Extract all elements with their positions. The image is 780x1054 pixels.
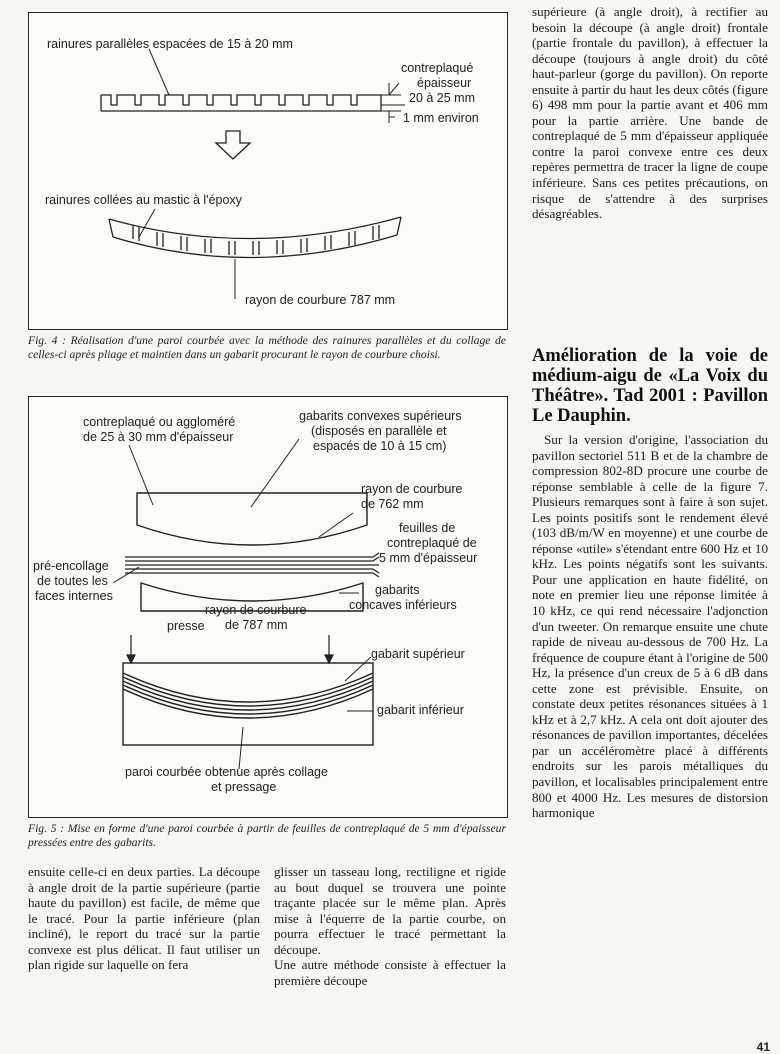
middle-paragraph-2: Une autre méthode consiste à effectuer la première découpe bbox=[274, 957, 506, 988]
right-paragraph-2: Sur la version d'origine, l'association du pavillon sectoriel 511 B et de la chambre de compression 802-8D procure une courbe de réponse semblable à celle de la figure 7. Plusieurs remarques sont à faire à son sujet. Les points positifs sont le rendement élevé (103 dB/m/W en moyenne) et une courbe de réponse «utile» s'étendant entre 600 Hz et 10 kHz. Les points négatifs sont les suivants. Pour une application en haute fidélité, on note en premier lieu une réponse limitée à 10 kHz, ce qui rend nécessaire l'adjonction d'un tweeter. On remarque ensuite une chute rapide de niveau au-dessous de 700 Hz. La fréquence de coupure étant à l'origine de 500 Hz, la présence d'un creux de 5 à 6 dB dans cette zone est prévisible. Ensuite, on constate deux petites résonances situées à 1 kHz et à 2,7 kHz. A cela ont doit ajouter des résonances de pavillon importantes, décelées par un accéléromètre placé à différents endroits sur les parois métalliques du pavillon, et localisables principalement entre 800 et 4000 Hz. Les mesures de distorsion harmonique bbox=[532, 432, 768, 821]
fig5-label-pre-a: pré-encollage bbox=[33, 559, 109, 573]
fig5-label-convex-b: (disposés en parallèle et bbox=[311, 424, 447, 438]
fig5-label-ply-b: de 25 à 30 mm d'épaisseur bbox=[83, 430, 234, 444]
fig5-label-convex-a: gabarits convexes supérieurs bbox=[299, 409, 462, 423]
fig5-label-concave-a: gabarits bbox=[375, 583, 420, 597]
fig4-label-plywood-1: contreplaqué bbox=[401, 61, 474, 75]
fig5-label-pre-b: de toutes les bbox=[37, 574, 108, 588]
fig5-label-concave-b: concaves inférieurs bbox=[349, 598, 457, 612]
text-column-right-top bbox=[532, 4, 768, 222]
fig5-label-radius787-a: rayon de courbure bbox=[205, 603, 307, 617]
fig5-label-sheets-c: 5 mm d'épaisseur bbox=[379, 551, 478, 565]
fig4-label-grooves: rainures parallèles espacées de 15 à 20 mm bbox=[47, 37, 293, 51]
text-column-right-bottom bbox=[532, 432, 768, 821]
fig5-label-lower: gabarit inférieur bbox=[377, 703, 464, 717]
fig4-label-plywood-3: 20 à 25 mm bbox=[409, 91, 476, 105]
fig5-caption: Fig. 5 : Mise en forme d'une paroi courbée à partir de feuilles de contreplaqué de 5 mm d'épaisseur pressées entre des gabarits. bbox=[28, 822, 506, 849]
fig5-label-result-b: et pressage bbox=[211, 780, 277, 794]
fig5-label-pre-c: faces internes bbox=[35, 589, 113, 603]
fig5-label-presse: presse bbox=[167, 619, 205, 633]
text-column-left bbox=[28, 864, 260, 973]
left-paragraph: ensuite celle-ci en deux parties. La découpe à angle droit de la partie supérieure (partie haute du pavillon) est facile, de même que le tracé. Pour la partie inférieure (plan incliné), le report du tracé sur la partie convexe est plus délicat. Il faut utiliser un plan rigide sur laquelle on fera bbox=[28, 864, 260, 973]
fig4-label-plywood-2: épaisseur bbox=[417, 76, 472, 90]
section-heading: Amélioration de la voie de médium-aigu de «La Voix du Théâtre». Tad 2001 : Pavillon Le Dauphin. bbox=[532, 346, 768, 426]
page-number: 41 bbox=[756, 1040, 770, 1054]
fig5-label-radius787-b: de 787 mm bbox=[225, 618, 288, 632]
fig4-label-glued: rainures collées au mastic à l'époxy bbox=[45, 193, 242, 207]
fig5-label-sheets-a: feuilles de bbox=[399, 521, 456, 535]
fig5-label-convex-c: espacés de 10 à 15 cm) bbox=[313, 439, 447, 453]
fig5-label-radius762-b: de 762 mm bbox=[361, 497, 424, 511]
right-paragraph-1: supérieure (à angle droit), à rectifier au besoin la découpe (à angle droit) frontale (partie frontale du pavillon), à effectuer la découpe (toujours à angle droit) du côté haut-parleur (gorge du pavillon). On reporte ensuite à partir du haut les deux côtés (figure 6) 498 mm pour la partie avant et 406 mm pour la partie arrière. Une bande de contreplaqué de 5 mm d'épaisseur appliquée contre la paroi convexe entre ces deux repères permettra de tracer la ligne de coupe inférieure. Sans ces petites précautions, on risque de s'attendre à des surprises désagréables. bbox=[532, 4, 768, 222]
middle-paragraph-1: glisser un tasseau long, rectiligne et rigide au bout duquel se trouvera une pointe traçante placée sur le même plan. Après mise à l'équerre de la partie courbe, on pourra effectuer le tracé permettant la découpe. bbox=[274, 864, 506, 957]
fig5-label-upper: gabarit supérieur bbox=[371, 647, 465, 661]
figure-4 bbox=[28, 12, 508, 330]
fig5-label-sheets-b: contreplaqué de bbox=[387, 536, 477, 550]
fig4-label-radius: rayon de courbure 787 mm bbox=[245, 293, 396, 307]
fig5-label-ply-a: contreplaqué ou aggloméré bbox=[83, 415, 236, 429]
fig4-label-1mm: 1 mm environ bbox=[403, 111, 479, 125]
fig4-caption: Fig. 4 : Réalisation d'une paroi courbée avec la méthode des rainures parallèles et du collage de celles-ci après pliage et maintien dans un gabarit procurant le rayon de courbure choisi. bbox=[28, 334, 506, 361]
figure-5 bbox=[28, 396, 508, 818]
text-column-middle bbox=[274, 864, 506, 988]
fig5-label-radius762-a: rayon de courbure bbox=[361, 482, 463, 496]
fig5-label-result-a: paroi courbée obtenue après collage bbox=[125, 765, 328, 779]
